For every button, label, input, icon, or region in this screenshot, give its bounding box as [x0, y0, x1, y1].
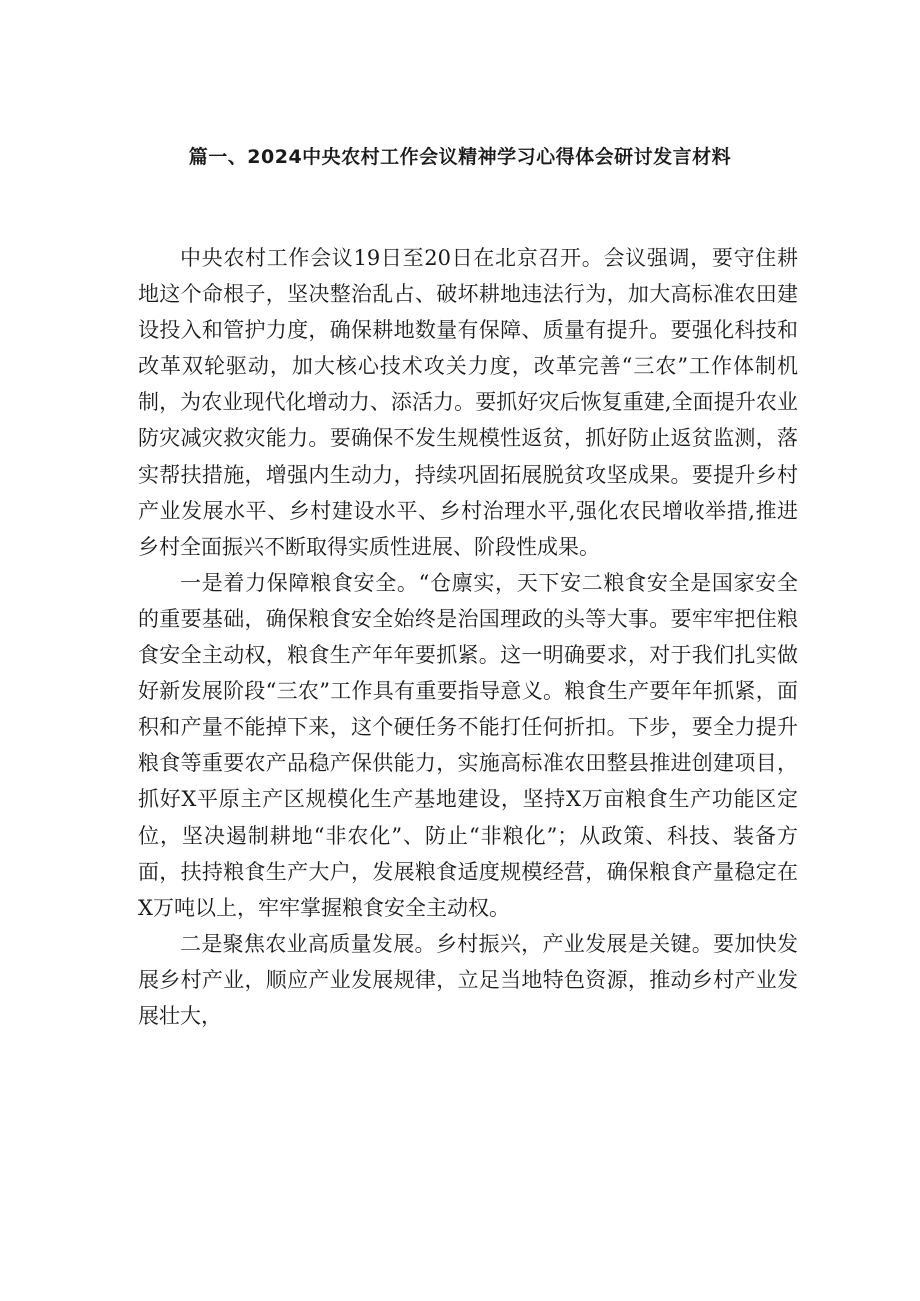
document-body: [138, 240, 798, 1034]
paragraph-grain-security: 一是着力保障粮食安全。“仓廪实，天下安二粮食安全是国家安全的重要基础，确保粮食安全始终是治国理政的头等大事。要牢牢把住粮食安全主动权，粮食生产年年要抓紧。这一明确要求，对于我们扎实做好新发展阶段“三农”工作具有重要指导意义。粮食生产要年年抓紧，面积和产量不能掉下来，这个硬任务不能打任何折扣。下步，要全力提升粮食等重要农产品稳产保供能力，实施高标准农田整县推进创建项目，抓好X平原主产区规模化生产基地建设，坚持X万亩粮食生产功能区定位，坚决遏制耕地“非农化”、防止“非粮化”；从政策、科技、装备方面，扶持粮食生产大户，发展粮食适度规模经营，确保粮食产量稳定在X万吨以上，牢牢掌握粮食安全主动权。: [138, 570, 798, 920]
document-title: 篇一、2024中央农村工作会议精神学习心得体会研讨发言材料: [188, 146, 732, 168]
paragraph-agriculture-development: 二是聚焦农业高质量发展。乡村振兴，产业发展是关键。要加快发展乡村产业，顺应产业发展规律，立足当地特色资源，推动乡村产业发展壮大，: [138, 931, 798, 1028]
paragraph-intro: 中央农村工作会议19日至20日在北京召开。会议强调，要守住耕地这个命根子，坚决整治乱占、破坏耕地违法行为，加大高标准农田建设投入和管护力度，确保耕地数量有保障、质量有提升。要强化科技和改革双轮驱动，加大核心技术攻关力度，改革完善“三农”工作体制机制，为农业现代化增动力、添活力。要抓好灾后恢复重建,全面提升农业防灾减灾救灾能力。要确保不发生规模性返贫，抓好防止返贫监测，落实帮扶措施，增强内生动力，持续巩固拓展脱贫攻坚成果。要提升乡村产业发展水平、乡村建设水平、乡村治理水平,强化农民增收举措,推进乡村全面振兴不断取得实质性进展、阶段性成果。: [138, 246, 798, 559]
